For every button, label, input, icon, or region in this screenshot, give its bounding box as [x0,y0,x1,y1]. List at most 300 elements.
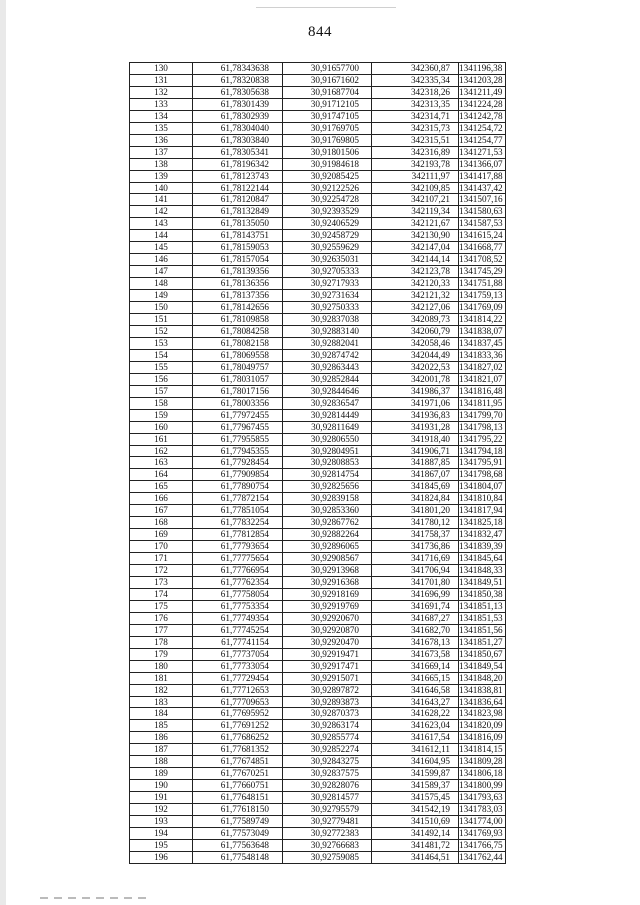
longitude-cell: 30,92779481 [283,816,372,828]
x-coordinate-cell: 342123,78 [372,266,459,278]
y-coordinate-cell: 1341836,64 [459,696,506,708]
point-number-cell: 133 [130,98,193,110]
latitude-cell: 61,78082158 [193,337,283,349]
point-number-cell: 162 [130,445,193,457]
point-number-cell: 186 [130,732,193,744]
y-coordinate-cell: 1341814,15 [459,744,506,756]
y-coordinate-cell: 1341751,88 [459,278,506,290]
longitude-cell: 30,92915071 [283,672,372,684]
y-coordinate-cell: 1341793,63 [459,792,506,804]
table-row [130,804,506,816]
table-row [130,600,506,612]
table-row [130,98,506,110]
point-number-cell: 164 [130,469,193,481]
point-number-cell: 136 [130,134,193,146]
x-coordinate-cell: 342316,89 [372,146,459,158]
latitude-cell: 61,78084258 [193,325,283,337]
x-coordinate-cell: 341682,70 [372,624,459,636]
y-coordinate-cell: 1341769,09 [459,302,506,314]
y-coordinate-cell: 1341587,53 [459,218,506,230]
x-coordinate-cell: 341701,80 [372,576,459,588]
y-coordinate-cell: 1341759,13 [459,290,506,302]
latitude-cell: 61,78132849 [193,206,283,218]
table-row [130,565,506,577]
latitude-cell: 61,77749354 [193,612,283,624]
point-number-cell: 177 [130,624,193,636]
y-coordinate-cell: 1341838,81 [459,684,506,696]
longitude-cell: 30,92772383 [283,828,372,840]
x-coordinate-cell: 342130,90 [372,230,459,242]
latitude-cell: 61,78137356 [193,290,283,302]
longitude-cell: 30,92836547 [283,397,372,409]
table-row [130,529,506,541]
y-coordinate-cell: 1341762,44 [459,851,506,863]
table-row [130,684,506,696]
y-coordinate-cell: 1341271,53 [459,146,506,158]
y-coordinate-cell: 1341816,48 [459,385,506,397]
latitude-cell: 61,77563648 [193,839,283,851]
longitude-cell: 30,91671602 [283,74,372,86]
table-row [130,672,506,684]
point-number-cell: 135 [130,122,193,134]
table-row [130,792,506,804]
table-row [130,158,506,170]
x-coordinate-cell: 341887,85 [372,457,459,469]
point-number-cell: 155 [130,361,193,373]
y-coordinate-cell: 1341849,51 [459,576,506,588]
y-coordinate-cell: 1341825,18 [459,517,506,529]
y-coordinate-cell: 1341254,72 [459,122,506,134]
x-coordinate-cell: 341464,51 [372,851,459,863]
table-row [130,170,506,182]
latitude-cell: 61,78305341 [193,146,283,158]
latitude-cell: 61,77812854 [193,529,283,541]
table-row [130,182,506,194]
x-coordinate-cell: 342058,46 [372,337,459,349]
latitude-cell: 61,77548148 [193,851,283,863]
y-coordinate-cell: 1341817,94 [459,505,506,517]
x-coordinate-cell: 341691,74 [372,600,459,612]
point-number-cell: 130 [130,63,193,75]
y-coordinate-cell: 1341615,24 [459,230,506,242]
longitude-cell: 30,92254728 [283,194,372,206]
longitude-cell: 30,91657700 [283,63,372,75]
point-number-cell: 163 [130,457,193,469]
table-row [130,325,506,337]
longitude-cell: 30,92867762 [283,517,372,529]
longitude-cell: 30,92874742 [283,349,372,361]
point-number-cell: 190 [130,780,193,792]
table-row [130,206,506,218]
longitude-cell: 30,92913968 [283,565,372,577]
x-coordinate-cell: 341906,71 [372,445,459,457]
table-row [130,660,506,672]
x-coordinate-cell: 341678,13 [372,636,459,648]
table-row [130,816,506,828]
latitude-cell: 61,78109858 [193,314,283,326]
longitude-cell: 30,92893873 [283,696,372,708]
point-number-cell: 169 [130,529,193,541]
longitude-cell: 30,92917471 [283,660,372,672]
point-number-cell: 183 [130,696,193,708]
table-row [130,110,506,122]
table-row [130,648,506,660]
latitude-cell: 61,77967455 [193,421,283,433]
table-row [130,421,506,433]
longitude-cell: 30,91687704 [283,86,372,98]
table-row [130,302,506,314]
table-row [130,828,506,840]
latitude-cell: 61,77733054 [193,660,283,672]
latitude-cell: 61,78136356 [193,278,283,290]
table-row [130,349,506,361]
x-coordinate-cell: 342107,21 [372,194,459,206]
scan-edge-shadow [0,0,6,905]
latitude-cell: 61,77681352 [193,744,283,756]
y-coordinate-cell: 1341833,36 [459,349,506,361]
y-coordinate-cell: 1341810,84 [459,493,506,505]
latitude-cell: 61,77712653 [193,684,283,696]
point-number-cell: 159 [130,409,193,421]
y-coordinate-cell: 1341437,42 [459,182,506,194]
latitude-cell: 61,77851054 [193,505,283,517]
y-coordinate-cell: 1341845,64 [459,553,506,565]
y-coordinate-cell: 1341224,28 [459,98,506,110]
x-coordinate-cell: 342193,78 [372,158,459,170]
latitude-cell: 61,77775654 [193,553,283,565]
table-row [130,839,506,851]
x-coordinate-cell: 341589,37 [372,780,459,792]
table-row [130,588,506,600]
x-coordinate-cell: 341665,15 [372,672,459,684]
table-row [130,397,506,409]
point-number-cell: 148 [130,278,193,290]
latitude-cell: 61,78003356 [193,397,283,409]
latitude-cell: 61,77872154 [193,493,283,505]
table-row [130,696,506,708]
table-row [130,230,506,242]
latitude-cell: 61,77737054 [193,648,283,660]
table-row [130,385,506,397]
latitude-cell: 61,78301439 [193,98,283,110]
y-coordinate-cell: 1341848,33 [459,565,506,577]
table-row [130,756,506,768]
scan-top-mark [256,7,396,8]
longitude-cell: 30,92920470 [283,636,372,648]
y-coordinate-cell: 1341839,39 [459,541,506,553]
point-number-cell: 131 [130,74,193,86]
longitude-cell: 30,92863443 [283,361,372,373]
x-coordinate-cell: 341758,37 [372,529,459,541]
y-coordinate-cell: 1341766,75 [459,839,506,851]
latitude-cell: 61,77955855 [193,433,283,445]
longitude-cell: 30,92882041 [283,337,372,349]
longitude-cell: 30,92870373 [283,708,372,720]
latitude-cell: 61,77745254 [193,624,283,636]
longitude-cell: 30,92814754 [283,469,372,481]
coordinates-table [129,62,506,864]
longitude-cell: 30,92919769 [283,600,372,612]
x-coordinate-cell: 342111,97 [372,170,459,182]
x-coordinate-cell: 342318,26 [372,86,459,98]
point-number-cell: 185 [130,720,193,732]
latitude-cell: 61,78320838 [193,74,283,86]
point-number-cell: 156 [130,373,193,385]
y-coordinate-cell: 1341211,49 [459,86,506,98]
point-number-cell: 146 [130,254,193,266]
longitude-cell: 30,92918169 [283,588,372,600]
latitude-cell: 61,77686252 [193,732,283,744]
table-row [130,720,506,732]
longitude-cell: 30,92897872 [283,684,372,696]
point-number-cell: 168 [130,517,193,529]
longitude-cell: 30,92122526 [283,182,372,194]
longitude-cell: 30,92855774 [283,732,372,744]
y-coordinate-cell: 1341809,28 [459,756,506,768]
y-coordinate-cell: 1341821,07 [459,373,506,385]
latitude-cell: 61,77589749 [193,816,283,828]
longitude-cell: 30,92759085 [283,851,372,863]
latitude-cell: 61,78139356 [193,266,283,278]
longitude-cell: 30,91769805 [283,134,372,146]
x-coordinate-cell: 341673,58 [372,648,459,660]
point-number-cell: 154 [130,349,193,361]
longitude-cell: 30,92896065 [283,541,372,553]
longitude-cell: 30,91712105 [283,98,372,110]
point-number-cell: 172 [130,565,193,577]
y-coordinate-cell: 1341823,98 [459,708,506,720]
longitude-cell: 30,92882264 [283,529,372,541]
table-row [130,457,506,469]
longitude-cell: 30,92863174 [283,720,372,732]
longitude-cell: 30,92852844 [283,373,372,385]
table-row [130,469,506,481]
latitude-cell: 61,78122144 [193,182,283,194]
x-coordinate-cell: 342089,73 [372,314,459,326]
longitude-cell: 30,92920870 [283,624,372,636]
table-row [130,134,506,146]
table-row [130,146,506,158]
longitude-cell: 30,92705333 [283,266,372,278]
x-coordinate-cell: 341643,27 [372,696,459,708]
longitude-cell: 30,92919471 [283,648,372,660]
latitude-cell: 61,77695952 [193,708,283,720]
x-coordinate-cell: 341669,14 [372,660,459,672]
x-coordinate-cell: 342121,67 [372,218,459,230]
y-coordinate-cell: 1341745,29 [459,266,506,278]
y-coordinate-cell: 1341827,02 [459,361,506,373]
longitude-cell: 30,92839158 [283,493,372,505]
point-number-cell: 152 [130,325,193,337]
x-coordinate-cell: 342044,49 [372,349,459,361]
y-coordinate-cell: 1341769,93 [459,828,506,840]
x-coordinate-cell: 342022,53 [372,361,459,373]
table-row [130,505,506,517]
latitude-cell: 61,77753354 [193,600,283,612]
y-coordinate-cell: 1341795,91 [459,457,506,469]
x-coordinate-cell: 341492,14 [372,828,459,840]
longitude-cell: 30,92828076 [283,780,372,792]
y-coordinate-cell: 1341850,67 [459,648,506,660]
latitude-cell: 61,78143751 [193,230,283,242]
table-row [130,768,506,780]
x-coordinate-cell: 341716,69 [372,553,459,565]
x-coordinate-cell: 342109,85 [372,182,459,194]
y-coordinate-cell: 1341851,56 [459,624,506,636]
y-coordinate-cell: 1341799,70 [459,409,506,421]
latitude-cell: 61,78049757 [193,361,283,373]
latitude-cell: 61,78123743 [193,170,283,182]
table-row [130,314,506,326]
table-row [130,218,506,230]
x-coordinate-cell: 342360,87 [372,63,459,75]
table-row [130,278,506,290]
point-number-cell: 147 [130,266,193,278]
longitude-cell: 30,91801506 [283,146,372,158]
point-number-cell: 181 [130,672,193,684]
latitude-cell: 61,78120847 [193,194,283,206]
y-coordinate-cell: 1341242,78 [459,110,506,122]
longitude-cell: 30,92808853 [283,457,372,469]
x-coordinate-cell: 341696,99 [372,588,459,600]
latitude-cell: 61,78302939 [193,110,283,122]
point-number-cell: 138 [130,158,193,170]
point-number-cell: 193 [130,816,193,828]
longitude-cell: 30,92853360 [283,505,372,517]
latitude-cell: 61,77945355 [193,445,283,457]
y-coordinate-cell: 1341798,13 [459,421,506,433]
latitude-cell: 61,78031057 [193,373,283,385]
longitude-cell: 30,92559629 [283,242,372,254]
table-row [130,553,506,565]
y-coordinate-cell: 1341849,54 [459,660,506,672]
longitude-cell: 30,92837038 [283,314,372,326]
point-number-cell: 144 [130,230,193,242]
longitude-cell: 30,92916368 [283,576,372,588]
x-coordinate-cell: 341824,84 [372,493,459,505]
latitude-cell: 61,77928454 [193,457,283,469]
table-row [130,373,506,385]
table-row [130,636,506,648]
point-number-cell: 165 [130,481,193,493]
point-number-cell: 187 [130,744,193,756]
point-number-cell: 184 [130,708,193,720]
point-number-cell: 150 [130,302,193,314]
y-coordinate-cell: 1341820,09 [459,720,506,732]
y-coordinate-cell: 1341848,20 [459,672,506,684]
x-coordinate-cell: 341845,69 [372,481,459,493]
longitude-cell: 30,92085425 [283,170,372,182]
table-row [130,86,506,98]
y-coordinate-cell: 1341254,77 [459,134,506,146]
table-row [130,122,506,134]
x-coordinate-cell: 341612,11 [372,744,459,756]
y-coordinate-cell: 1341832,47 [459,529,506,541]
longitude-cell: 30,92458729 [283,230,372,242]
x-coordinate-cell: 341617,54 [372,732,459,744]
longitude-cell: 30,92811649 [283,421,372,433]
latitude-cell: 61,77691252 [193,720,283,732]
y-coordinate-cell: 1341850,38 [459,588,506,600]
longitude-cell: 30,92920670 [283,612,372,624]
latitude-cell: 61,77832254 [193,517,283,529]
longitude-cell: 30,92406529 [283,218,372,230]
x-coordinate-cell: 341971,06 [372,397,459,409]
point-number-cell: 175 [130,600,193,612]
point-number-cell: 160 [130,421,193,433]
x-coordinate-cell: 342314,71 [372,110,459,122]
y-coordinate-cell: 1341800,99 [459,780,506,792]
point-number-cell: 142 [130,206,193,218]
x-coordinate-cell: 342335,34 [372,74,459,86]
point-number-cell: 182 [130,684,193,696]
x-coordinate-cell: 342001,78 [372,373,459,385]
table-row [130,851,506,863]
y-coordinate-cell: 1341196,38 [459,63,506,75]
point-number-cell: 176 [130,612,193,624]
x-coordinate-cell: 342147,04 [372,242,459,254]
latitude-cell: 61,77660751 [193,780,283,792]
point-number-cell: 134 [130,110,193,122]
latitude-cell: 61,78303840 [193,134,283,146]
latitude-cell: 61,78343638 [193,63,283,75]
latitude-cell: 61,77758054 [193,588,283,600]
x-coordinate-cell: 341510,69 [372,816,459,828]
table-row [130,194,506,206]
table-row [130,732,506,744]
latitude-cell: 61,77573049 [193,828,283,840]
table-row [130,290,506,302]
longitude-cell: 30,92814577 [283,792,372,804]
y-coordinate-cell: 1341814,22 [459,314,506,326]
latitude-cell: 61,77766954 [193,565,283,577]
y-coordinate-cell: 1341851,53 [459,612,506,624]
latitude-cell: 61,78304040 [193,122,283,134]
point-number-cell: 173 [130,576,193,588]
y-coordinate-cell: 1341816,09 [459,732,506,744]
point-number-cell: 137 [130,146,193,158]
y-coordinate-cell: 1341708,52 [459,254,506,266]
point-number-cell: 174 [130,588,193,600]
point-number-cell: 195 [130,839,193,851]
point-number-cell: 188 [130,756,193,768]
table-row [130,493,506,505]
latitude-cell: 61,77762354 [193,576,283,588]
y-coordinate-cell: 1341783,03 [459,804,506,816]
longitude-cell: 30,92393529 [283,206,372,218]
x-coordinate-cell: 341623,04 [372,720,459,732]
latitude-cell: 61,77729454 [193,672,283,684]
x-coordinate-cell: 341542,19 [372,804,459,816]
latitude-cell: 61,77890754 [193,481,283,493]
table-row [130,361,506,373]
table-row [130,481,506,493]
x-coordinate-cell: 341646,58 [372,684,459,696]
table-row [130,409,506,421]
latitude-cell: 61,77670251 [193,768,283,780]
point-number-cell: 178 [130,636,193,648]
point-number-cell: 170 [130,541,193,553]
point-number-cell: 158 [130,397,193,409]
x-coordinate-cell: 342119,34 [372,206,459,218]
latitude-cell: 61,78142656 [193,302,283,314]
point-number-cell: 140 [130,182,193,194]
point-number-cell: 191 [130,792,193,804]
latitude-cell: 61,77674851 [193,756,283,768]
table-row [130,517,506,529]
point-number-cell: 167 [130,505,193,517]
scan-bottom-mark [40,897,150,899]
